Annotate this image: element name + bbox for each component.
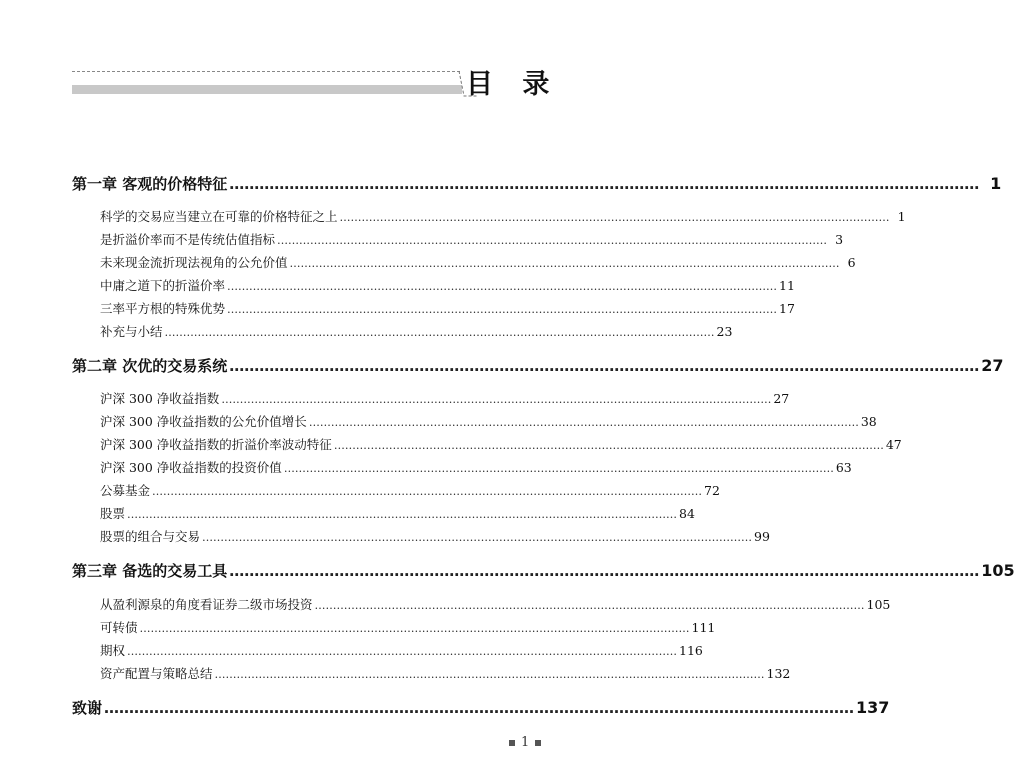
toc-item[interactable]: [100, 641, 703, 659]
item-title: 是折溢价率而不是传统估值指标: [100, 232, 276, 247]
toc-chapter-1[interactable]: [72, 173, 1002, 194]
leader-dots: ……………………………………………………………………………………………………………………………………: [152, 485, 703, 498]
leader-dots: ……………………………………………………………………………………………………………………………………: [202, 531, 753, 544]
item-title: 中庸之道下的折溢价率: [100, 278, 226, 293]
toc-item[interactable]: [100, 299, 795, 317]
toc-item[interactable]: [100, 504, 695, 522]
leader-dots: ……………………………………………………………………………………………………………………………………: [314, 599, 865, 612]
chapter-title: 致谢: [72, 699, 103, 717]
page-number: 1: [897, 209, 906, 224]
page-number: 27: [981, 356, 1004, 375]
leader-dots: ……………………………………………………………………………………………………………………………………: [229, 562, 980, 580]
toc-item[interactable]: [100, 618, 716, 636]
item-title: 未来现金流折现法视角的公允价值: [100, 255, 288, 270]
square-bullet-icon: [509, 740, 515, 746]
page-number: 27: [773, 391, 790, 406]
toc-item[interactable]: [100, 595, 891, 613]
toc-item[interactable]: [100, 389, 790, 407]
item-title: 科学的交易应当建立在可靠的价格特征之上: [100, 209, 338, 224]
item-title: 沪深 300 净收益指数的折溢价率波动特征: [100, 437, 332, 452]
toc-item[interactable]: [100, 664, 791, 682]
toc-item[interactable]: [100, 253, 856, 271]
leader-dots: ……………………………………………………………………………………………………………………………………: [227, 303, 778, 316]
page-number: 132: [766, 666, 791, 681]
item-title: 沪深 300 净收益指数的公允价值增长: [100, 414, 307, 429]
item-title: 资产配置与策略总结: [100, 666, 213, 681]
page-number: 116: [679, 643, 703, 658]
item-title: 期权: [100, 643, 126, 658]
item-title: 三率平方根的特殊优势: [100, 301, 226, 316]
page-number: 47: [885, 437, 902, 452]
item-title: 补充与小结: [100, 324, 163, 339]
item-title: 公募基金: [100, 483, 151, 498]
chapter-title: 第三章 备选的交易工具: [72, 562, 228, 580]
square-bullet-icon: [535, 740, 541, 746]
toc-acknowledgement[interactable]: [72, 697, 890, 718]
item-title: 股票的组合与交易: [100, 529, 201, 544]
page-title: 目 录: [466, 69, 560, 100]
leader-dots: ……………………………………………………………………………………………………………………………………: [289, 257, 840, 270]
toc-item[interactable]: [100, 458, 852, 476]
page-number: 99: [754, 529, 770, 544]
item-title: 沪深 300 净收益指数: [100, 391, 220, 406]
item-title: 沪深 300 净收益指数的投资价值: [100, 460, 282, 475]
leader-dots: ……………………………………………………………………………………………………………………………………: [339, 211, 890, 224]
leader-dots: ……………………………………………………………………………………………………………………………………: [229, 175, 980, 193]
chapter-title: 第一章 客观的价格特征: [72, 175, 228, 193]
leader-dots: ……………………………………………………………………………………………………………………………………: [308, 416, 859, 429]
page-number: 84: [679, 506, 695, 521]
page-number: 1: [990, 174, 1002, 193]
header-gray-bar: [72, 85, 462, 94]
leader-dots: ……………………………………………………………………………………………………………………………………: [221, 393, 772, 406]
leader-dots: ……………………………………………………………………………………………………………………………………: [164, 326, 715, 339]
toc-item[interactable]: [100, 481, 720, 499]
page-number: 11: [779, 278, 795, 293]
leader-dots: ……………………………………………………………………………………………………………………………………: [333, 439, 884, 452]
leader-dots: ……………………………………………………………………………………………………………………………………: [139, 622, 690, 635]
toc-item[interactable]: [100, 207, 906, 225]
leader-dots: ……………………………………………………………………………………………………………………………………: [127, 508, 678, 521]
leader-dots: ……………………………………………………………………………………………………………………………………: [214, 668, 765, 681]
page-number: 23: [716, 324, 733, 339]
toc-item[interactable]: [100, 230, 844, 248]
footer-page-number: 1: [521, 735, 530, 750]
toc-item[interactable]: [100, 435, 902, 453]
item-title: 从盈利源泉的角度看证券二级市场投资: [100, 597, 313, 612]
page-number: 17: [779, 301, 795, 316]
page-footer: [509, 735, 541, 750]
page-number: 72: [704, 483, 720, 498]
toc-item[interactable]: [100, 527, 770, 545]
item-title: 股票: [100, 506, 126, 521]
page-number: 6: [847, 255, 856, 270]
toc-item[interactable]: [100, 276, 795, 294]
page-number: 63: [835, 460, 852, 475]
page-number: 105: [866, 597, 891, 612]
page-number: 137: [856, 698, 890, 717]
page-number: 38: [860, 414, 877, 429]
chapter-title: 第二章 次优的交易系统: [72, 357, 228, 375]
header-dashed-line: [72, 71, 460, 72]
leader-dots: ……………………………………………………………………………………………………………………………………: [127, 645, 678, 658]
leader-dots: ……………………………………………………………………………………………………………………………………: [227, 280, 778, 293]
page-number: 111: [691, 620, 716, 635]
leader-dots: ……………………………………………………………………………………………………………………………………: [283, 462, 834, 475]
toc-chapter-3[interactable]: [72, 560, 1015, 581]
page-number: 3: [835, 232, 844, 247]
toc-item[interactable]: [100, 412, 877, 430]
toc-chapter-2[interactable]: [72, 355, 1004, 376]
leader-dots: ……………………………………………………………………………………………………………………………………: [229, 357, 980, 375]
leader-dots: ……………………………………………………………………………………………………………………………………: [104, 699, 855, 717]
item-title: 可转债: [100, 620, 138, 635]
leader-dots: ……………………………………………………………………………………………………………………………………: [277, 234, 828, 247]
toc-item[interactable]: [100, 322, 733, 340]
page-number: 105: [981, 561, 1015, 580]
